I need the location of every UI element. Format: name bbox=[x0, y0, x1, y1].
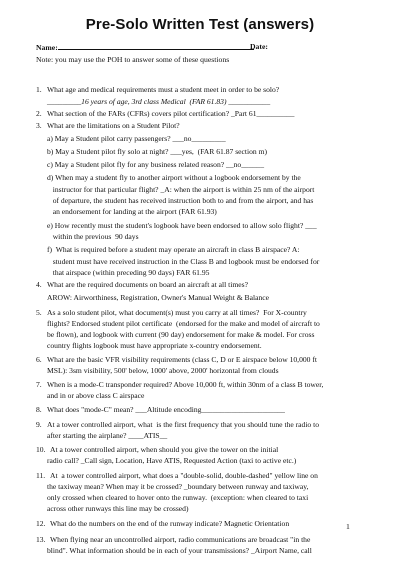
line-text: b) May a Student pilot fly solo at night? ___yes, (FAR 61.87 section m) bbox=[47, 147, 268, 156]
line-text: AROW: Airworthiness, Registration, Owner's Manual Weight & Balance bbox=[47, 293, 269, 302]
line-text: across other runways this line may be crossed) bbox=[47, 504, 189, 513]
line-text: d) When may a student fly to another airport without a logbook endorsement by the bbox=[47, 173, 301, 182]
question-number: 4. bbox=[36, 280, 42, 289]
line-text: and in or above class C airspace bbox=[47, 391, 145, 400]
line-text: _________16 years of age, 3rd class Medical (FAR 61.83) ___________ bbox=[47, 97, 271, 106]
line-text: within the previous 90 days bbox=[47, 232, 139, 241]
line-text: country flights logbook must have appropriate x-country endorsement. bbox=[47, 341, 262, 350]
date-field bbox=[250, 42, 268, 51]
date-label: Date: bbox=[250, 42, 268, 51]
line-text: What age and medical requirements must a student meet in order to be solo? bbox=[47, 85, 280, 94]
line-text: instructor for that particular flight? _A: when the airport is within 25 nm of the airport bbox=[47, 185, 315, 194]
line-text: the taxiway mean? When may it be crossed? _boundary between runway and taxiway, bbox=[47, 482, 309, 491]
line-text: At a tower controlled airport, what is the first frequency that you should tune the radio to bbox=[47, 420, 320, 429]
name-field bbox=[36, 42, 254, 52]
line-text: an endorsement for landing at the airport (FAR 61.93) bbox=[47, 207, 217, 216]
name-blank bbox=[58, 42, 254, 50]
line-text: What section of the FARs (CFRs) covers pilot certification? _Part 61__________ bbox=[47, 109, 295, 118]
note-text: Note: you may use the POH to answer some of these questions bbox=[36, 55, 230, 64]
line-text: When flying near an uncontrolled airport, radio communications are broadcast "in the bbox=[50, 535, 311, 544]
line-text: e) How recently must the student's logbook have been endorsed to allow solo flight? ___ bbox=[47, 221, 317, 230]
line-text: MSL): 3sm visibility, 500' below, 1000' above, 2000' horizontal from clouds bbox=[47, 366, 279, 375]
line-text: blind". What information should be in each of your transmissions? _Airport Name, call bbox=[47, 546, 312, 555]
line-text: only crossed when cleared to hover onto the runway. (exception: when cleared to taxi bbox=[47, 493, 309, 502]
line-text: after starting the airplane? ____ATIS__ bbox=[47, 431, 168, 440]
page-title: Pre-Solo Written Test (answers) bbox=[85, 16, 315, 33]
question-number: 9. bbox=[36, 420, 42, 429]
line-text: a) May a Student pilot carry passengers? ___no_________ bbox=[47, 134, 226, 143]
line-text: When is a mode-C transponder required? Above 10,000 ft, within 30nm of a class B tower, bbox=[47, 380, 324, 389]
line-text: be flown), and logbook with current (90 day) endorsement for make & model. For cross bbox=[47, 330, 315, 339]
question-number: 13. bbox=[36, 535, 46, 544]
line-text: As a solo student pilot, what document(s) must you carry at all times? For X-country bbox=[47, 308, 307, 317]
line-text: f) What is required before a student may operate an aircraft in class B airspace? A: bbox=[47, 245, 300, 254]
question-number: 11. bbox=[36, 471, 46, 480]
line-text: student must have received instruction in the Class B and logbook must be endorsed for bbox=[47, 257, 320, 266]
question-number: 8. bbox=[36, 405, 42, 414]
line-text: At a tower controlled airport, what does a "double-solid, double-dashed" yellow line on bbox=[50, 471, 318, 480]
question-number: 7. bbox=[36, 380, 42, 389]
question-number: 10. bbox=[36, 445, 46, 454]
question-number: 12. bbox=[36, 519, 46, 528]
line-text: What do the numbers on the end of the runway indicate? Magnetic Orientation bbox=[50, 519, 290, 528]
name-label: Name: bbox=[36, 43, 58, 52]
line-text: c) May a Student pilot fly for any business related reason? __no______ bbox=[47, 160, 265, 169]
line-text: of departure, the student has received instruction both to and from the airport, and has bbox=[47, 196, 314, 205]
question-number: 1. bbox=[36, 85, 42, 94]
line-text: What are the basic VFR visibility requirements (class C, D or E airspace below 10,000 ft bbox=[47, 355, 318, 364]
page-number: 1 bbox=[346, 522, 350, 531]
line-text: that airspace (within preceding 90 days) FAR 61.95 bbox=[47, 268, 210, 277]
line-text: What are the required documents on board an aircraft at all times? bbox=[47, 280, 248, 289]
question-number: 3. bbox=[36, 121, 42, 130]
question-number: 2. bbox=[36, 109, 42, 118]
line-text: At a tower controlled airport, when should you give the tower on the initial bbox=[50, 445, 279, 454]
line-text: flights? Endorsed student pilot certificate (endorsed for the make and model of aircraft to bbox=[47, 319, 320, 328]
line-text: radio call? _Call sign, Location, Have ATIS, Requested Action (taxi to active etc.) bbox=[47, 456, 297, 465]
line-text: What does "mode-C" mean? ___Altitude encoding______________________ bbox=[47, 405, 285, 414]
question-number: 6. bbox=[36, 355, 42, 364]
question-number: 5. bbox=[36, 308, 42, 317]
line-text: What are the limitations on a Student Pilot? bbox=[47, 121, 180, 130]
